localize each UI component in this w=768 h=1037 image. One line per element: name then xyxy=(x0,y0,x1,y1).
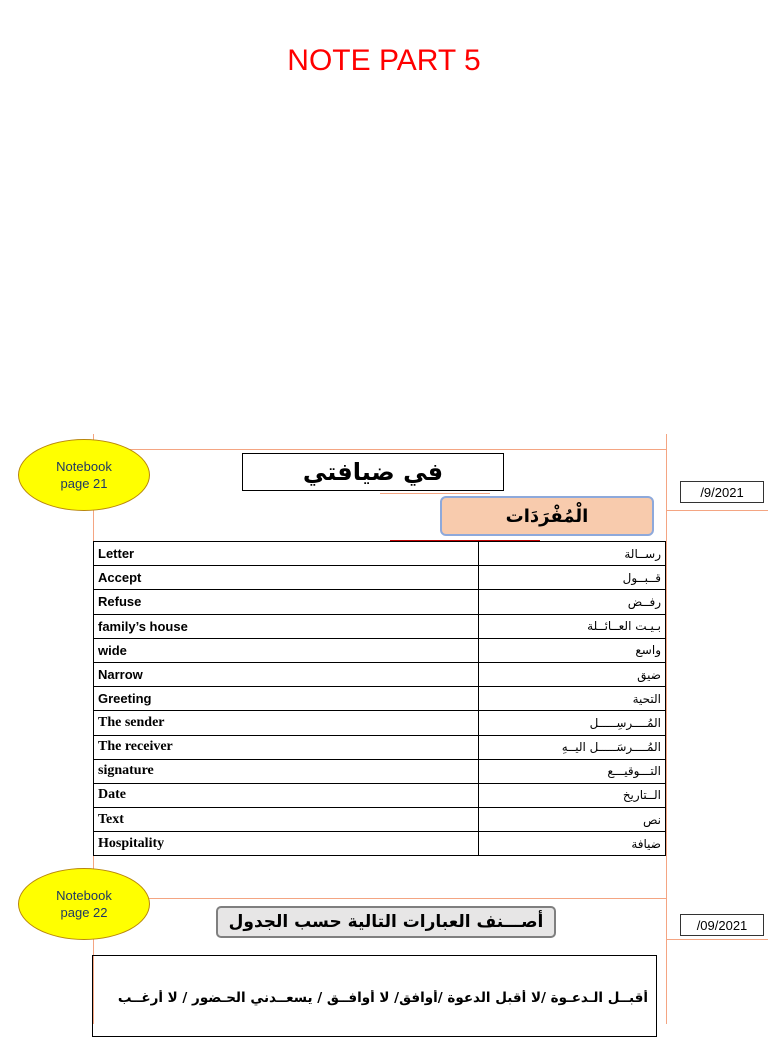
vocab-arabic: قــبــول xyxy=(479,566,666,590)
notebook-label: Notebook xyxy=(56,459,112,474)
vocab-arabic: نص xyxy=(479,808,666,832)
vocab-arabic: بـيـت العــائــلة xyxy=(479,614,666,638)
vocab-row xyxy=(94,735,666,759)
vocab-row xyxy=(94,638,666,662)
notebook-page: page 22 xyxy=(60,905,108,920)
notebook-label: Notebook xyxy=(56,888,112,903)
vocab-english: Text xyxy=(94,808,479,832)
vocab-arabic: الــتاريخ xyxy=(479,783,666,807)
vocab-row xyxy=(94,662,666,686)
vocab-arabic: رفــض xyxy=(479,590,666,614)
vocab-english: Hospitality xyxy=(94,832,479,856)
title-underline xyxy=(380,493,490,494)
vocab-row xyxy=(94,687,666,711)
vocab-row xyxy=(94,566,666,590)
phrases-box xyxy=(92,955,657,1037)
vocab-english: Greeting xyxy=(94,687,479,711)
top-rule-1 xyxy=(93,449,666,450)
lesson-title: في ضيافتي xyxy=(242,453,504,491)
vocab-row xyxy=(94,542,666,566)
vocab-english: The receiver xyxy=(94,735,479,759)
date-box-2: /09/2021 xyxy=(680,914,764,936)
vocab-english: Date xyxy=(94,783,479,807)
notebook-page: page 21 xyxy=(60,476,108,491)
vocab-arabic: ضيافة xyxy=(479,832,666,856)
notebook-page-21-badge xyxy=(18,439,150,511)
notebook-page-22-badge xyxy=(18,868,150,940)
vocab-row xyxy=(94,783,666,807)
vocab-arabic: ضيق xyxy=(479,662,666,686)
vocabulary-banner xyxy=(440,496,654,536)
vocab-english: signature xyxy=(94,759,479,783)
vocab-english: Letter xyxy=(94,542,479,566)
vocabulary-heading: الْمُفْرَدَات xyxy=(505,505,589,527)
vocab-english: Narrow xyxy=(94,662,479,686)
vocab-row xyxy=(94,590,666,614)
vocab-english: family’s house xyxy=(94,614,479,638)
vocab-english: The sender xyxy=(94,711,479,735)
vocab-row xyxy=(94,711,666,735)
phrases-text: أقبــل الـدعـوة /لا أقبل الدعوة /أوافق/ لا أوافــق / يسعــدني الحـضور / لا أرغــب xyxy=(117,990,648,1006)
top-rule-2 xyxy=(93,898,666,899)
page-title: NOTE PART 5 xyxy=(287,44,481,77)
date-rule-1 xyxy=(666,510,768,511)
classify-heading: أصـــنف العبارات التالية حسب الجدول xyxy=(216,906,556,938)
vocab-arabic: واسع xyxy=(479,638,666,662)
vocab-english: Refuse xyxy=(94,590,479,614)
vocab-english: wide xyxy=(94,638,479,662)
vocabulary-table xyxy=(93,541,666,856)
vocab-arabic: المُــــرسِـــــل xyxy=(479,711,666,735)
vocab-row xyxy=(94,759,666,783)
vocab-arabic: التـــوقيـــع xyxy=(479,759,666,783)
vocab-english: Accept xyxy=(94,566,479,590)
vocab-row xyxy=(94,832,666,856)
vocab-arabic: رســالة xyxy=(479,542,666,566)
vocab-row xyxy=(94,808,666,832)
right-margin-rule xyxy=(666,434,667,1024)
date-rule-2 xyxy=(666,939,768,940)
vocab-arabic: التحية xyxy=(479,687,666,711)
date-box-1: /9/2021 xyxy=(680,481,764,503)
vocab-row xyxy=(94,614,666,638)
vocab-arabic: المُــــرسَـــــل اليــهِ xyxy=(479,735,666,759)
